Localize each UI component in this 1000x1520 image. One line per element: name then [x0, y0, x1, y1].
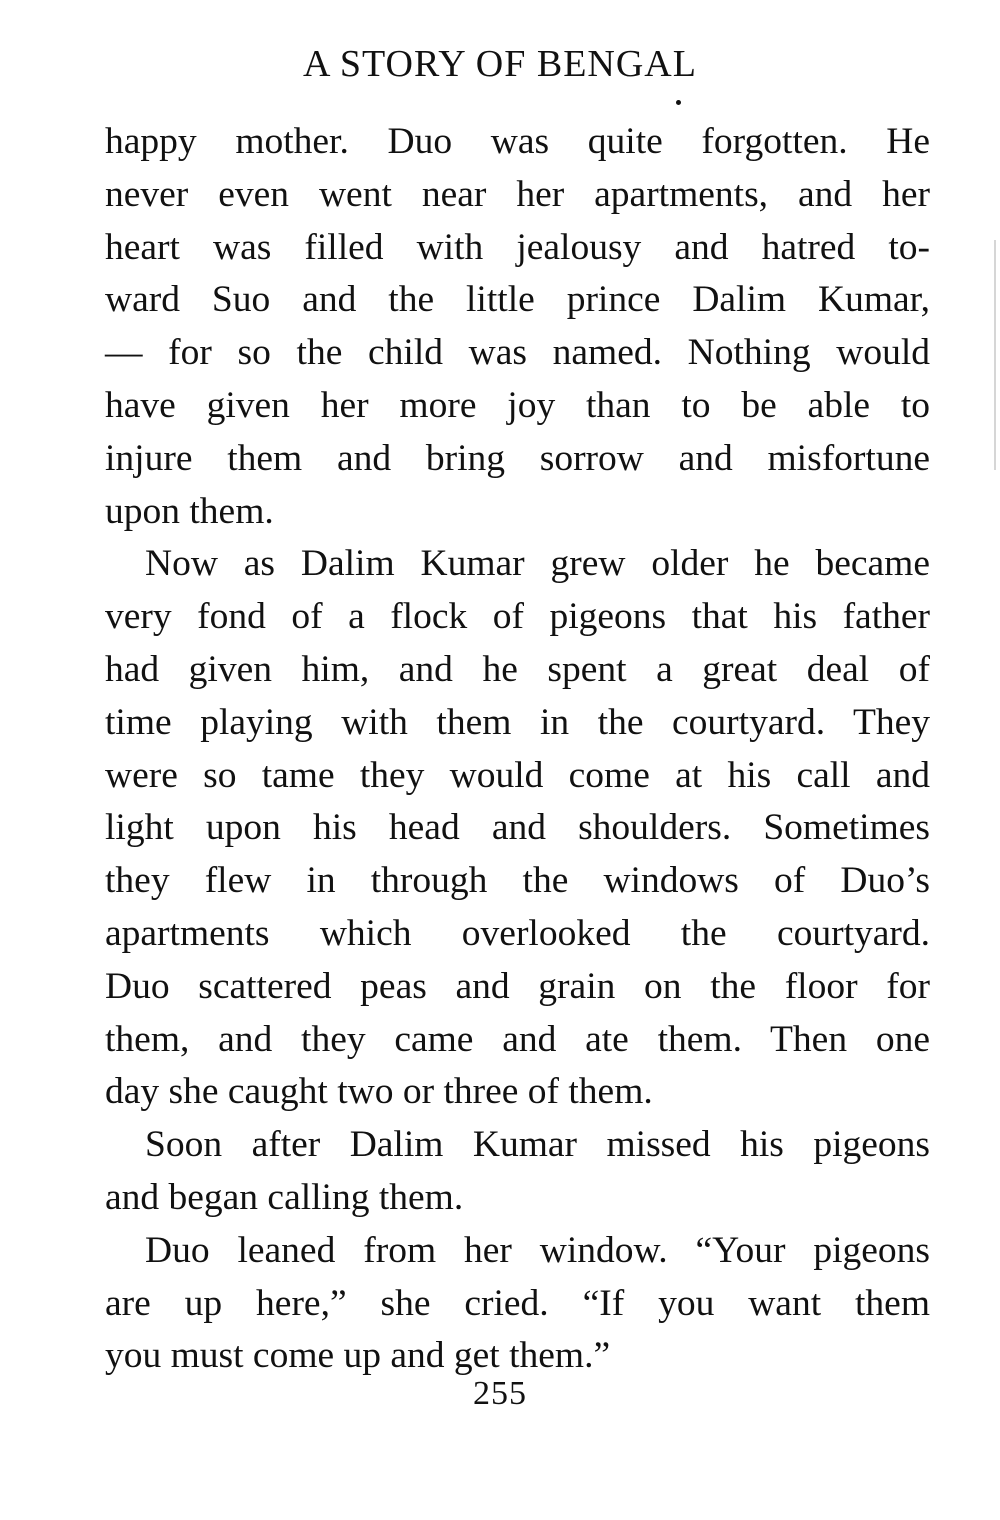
text-line: Duo leaned from her window. “Your pigeons [145, 1229, 930, 1271]
text-line: Soon after Dalim Kumar missed his pigeons [145, 1124, 930, 1166]
text-line: Now as Dalim Kumar grew older he became [145, 543, 930, 585]
text-line: were so tame they would come at his call and [105, 754, 930, 796]
text-line: very fond of a flock of pigeons that his father [105, 596, 930, 638]
text-line: time playing with them in the courtyard. They [105, 701, 930, 743]
text-line: upon them. [105, 490, 274, 532]
body-text [105, 116, 930, 1383]
text-line: had given him, and he spent a great deal of [105, 648, 930, 690]
text-line: heart was filled with jealousy and hatred to- [105, 226, 930, 268]
page-number: 255 [473, 1375, 527, 1412]
text-line: day she caught two or three of them. [105, 1071, 653, 1113]
text-line: and began calling them. [105, 1176, 464, 1218]
text-line: never even went near her apartments, and her [105, 173, 930, 215]
text-line: Duo scattered peas and grain on the floor for [105, 965, 930, 1007]
page-edge-shadow [994, 240, 996, 470]
running-title: A STORY OF BENGAL [303, 43, 697, 85]
text-line: light upon his head and shoulders. Sometimes [105, 807, 930, 849]
text-line: them, and they came and ate them. Then one [105, 1018, 930, 1060]
text-line: have given her more joy than to be able to [105, 384, 930, 426]
text-line: they flew in through the windows of Duo’s [105, 860, 930, 902]
text-line: — for so the child was named. Nothing would [105, 332, 930, 374]
text-line: injure them and bring sorrow and misfortune [105, 437, 930, 479]
text-line: apartments which overlooked the courtyard. [105, 912, 930, 954]
text-line: you must come up and get them.” [105, 1335, 611, 1377]
text-line: ward Suo and the little prince Dalim Kumar, [105, 279, 930, 321]
text-line: are up here,” she cried. “If you want them [105, 1282, 930, 1324]
stray-dot [676, 100, 681, 105]
text-line: happy mother. Duo was quite forgotten. He [105, 121, 930, 162]
